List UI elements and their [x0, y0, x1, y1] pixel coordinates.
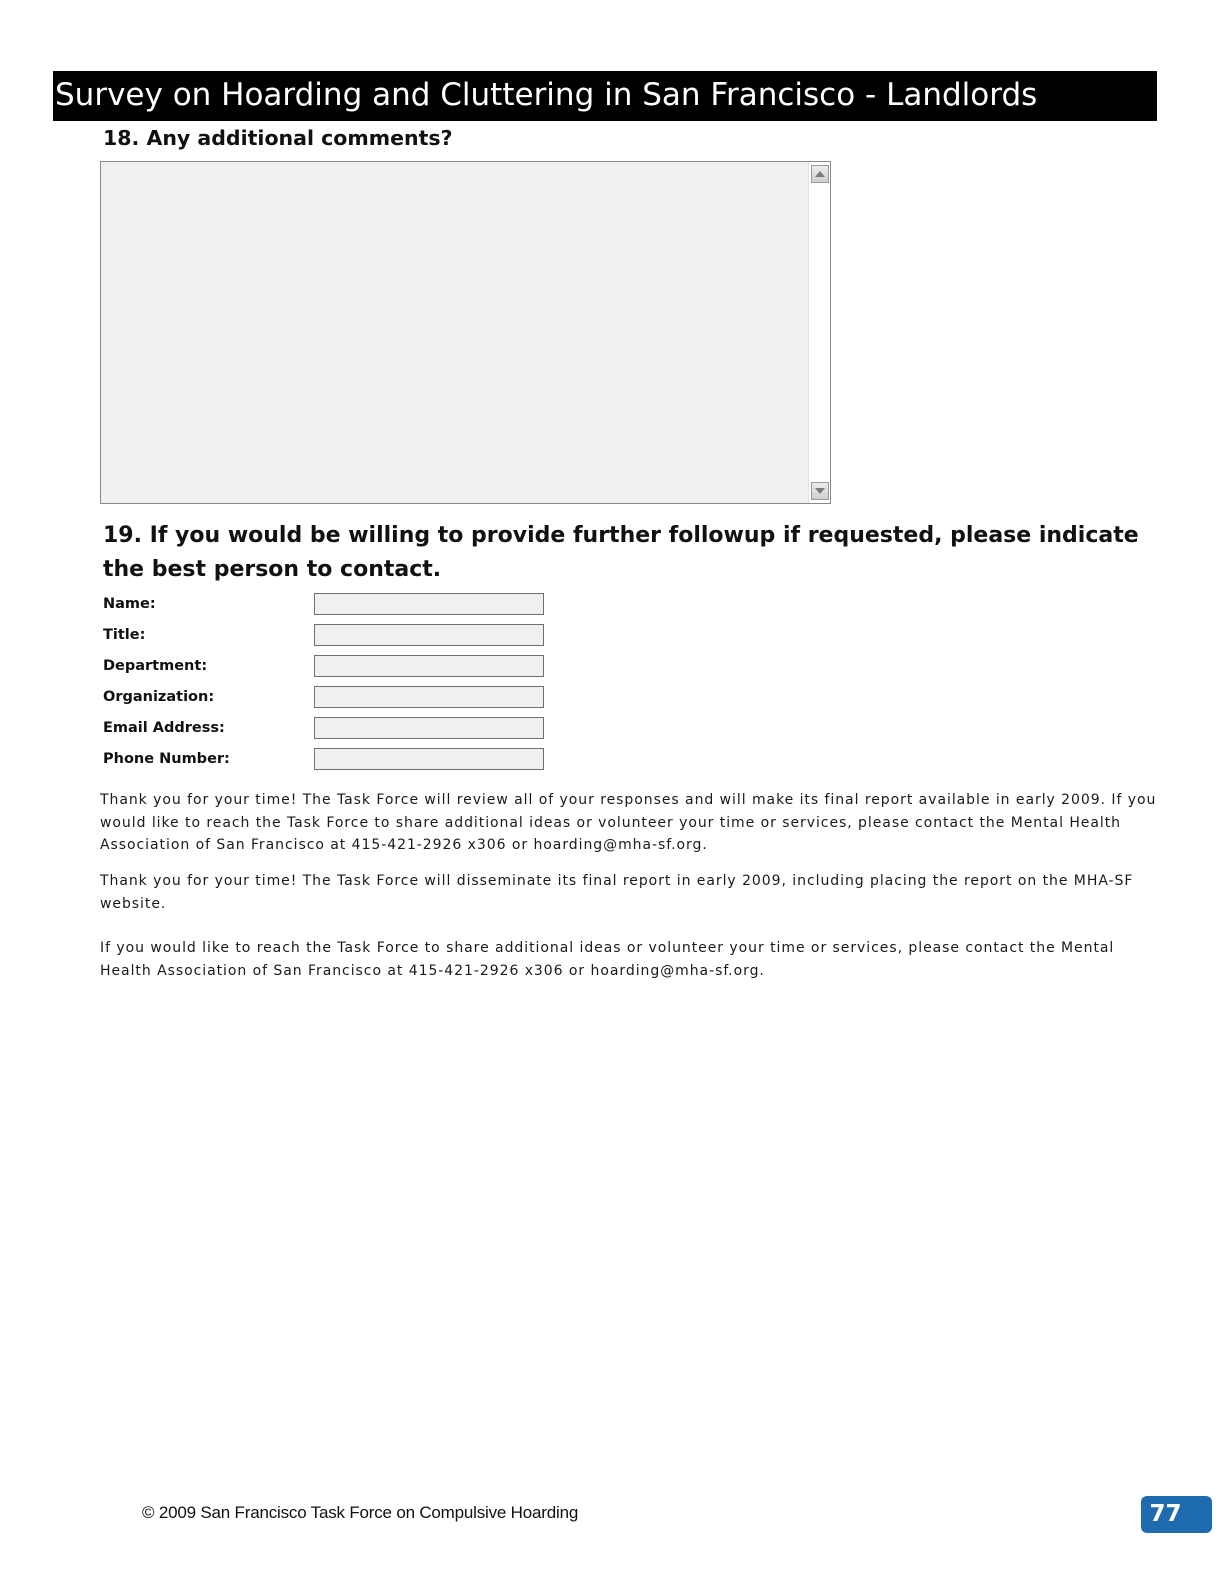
organization-field[interactable] [314, 686, 544, 708]
arrow-down-icon [815, 488, 825, 494]
name-field[interactable] [314, 593, 544, 615]
thank-you-paragraph-1: Thank you for your time! The Task Force will review all of your responses and will make its final report available in early 2009. If you would like to reach the Task Force to share additional ideas or volunteer your time or services, please contact the Mental Health Association of San Francisco at 415-421-2926 x306 or hoarding@mha-sf.org. [100, 792, 1157, 853]
thank-you-paragraph-2: Thank you for your time! The Task Force will disseminate its final report in early 2009, including placing the report on the MHA-SF website. [100, 873, 1134, 912]
question-18-label: 18. Any additional comments? [103, 126, 453, 150]
title-field[interactable] [314, 624, 544, 646]
organization-label: Organization: [103, 689, 215, 705]
name-label: Name: [103, 596, 156, 612]
department-field[interactable] [314, 655, 544, 677]
phone-field[interactable] [314, 748, 544, 770]
department-label: Department: [103, 658, 208, 674]
question-19-label: 19. If you would be willing to provide further followup if requested, please indicate the best person to contact. [103, 523, 1139, 582]
email-field[interactable] [314, 717, 544, 739]
contact-paragraph: If you would like to reach the Task Force to share additional ideas or volunteer your time or services, please contact the Mental Health Association of San Francisco at 415-421-2926 x306 or hoarding@mha-sf.org. [100, 940, 1115, 979]
scroll-down-button[interactable] [811, 482, 829, 500]
page-number-badge: 77 [1141, 1496, 1212, 1533]
email-label: Email Address: [103, 720, 225, 736]
title-label: Title: [103, 627, 146, 643]
comments-textarea[interactable] [100, 161, 831, 504]
phone-label: Phone Number: [103, 751, 230, 767]
arrow-up-icon [815, 171, 825, 177]
footer-copyright: © 2009 San Francisco Task Force on Compulsive Hoarding [142, 1503, 579, 1522]
comments-scrollbar[interactable] [808, 162, 830, 503]
page-title: Survey on Hoarding and Cluttering in San Francisco - Landlords [53, 71, 1157, 121]
scroll-up-button[interactable] [811, 165, 829, 183]
